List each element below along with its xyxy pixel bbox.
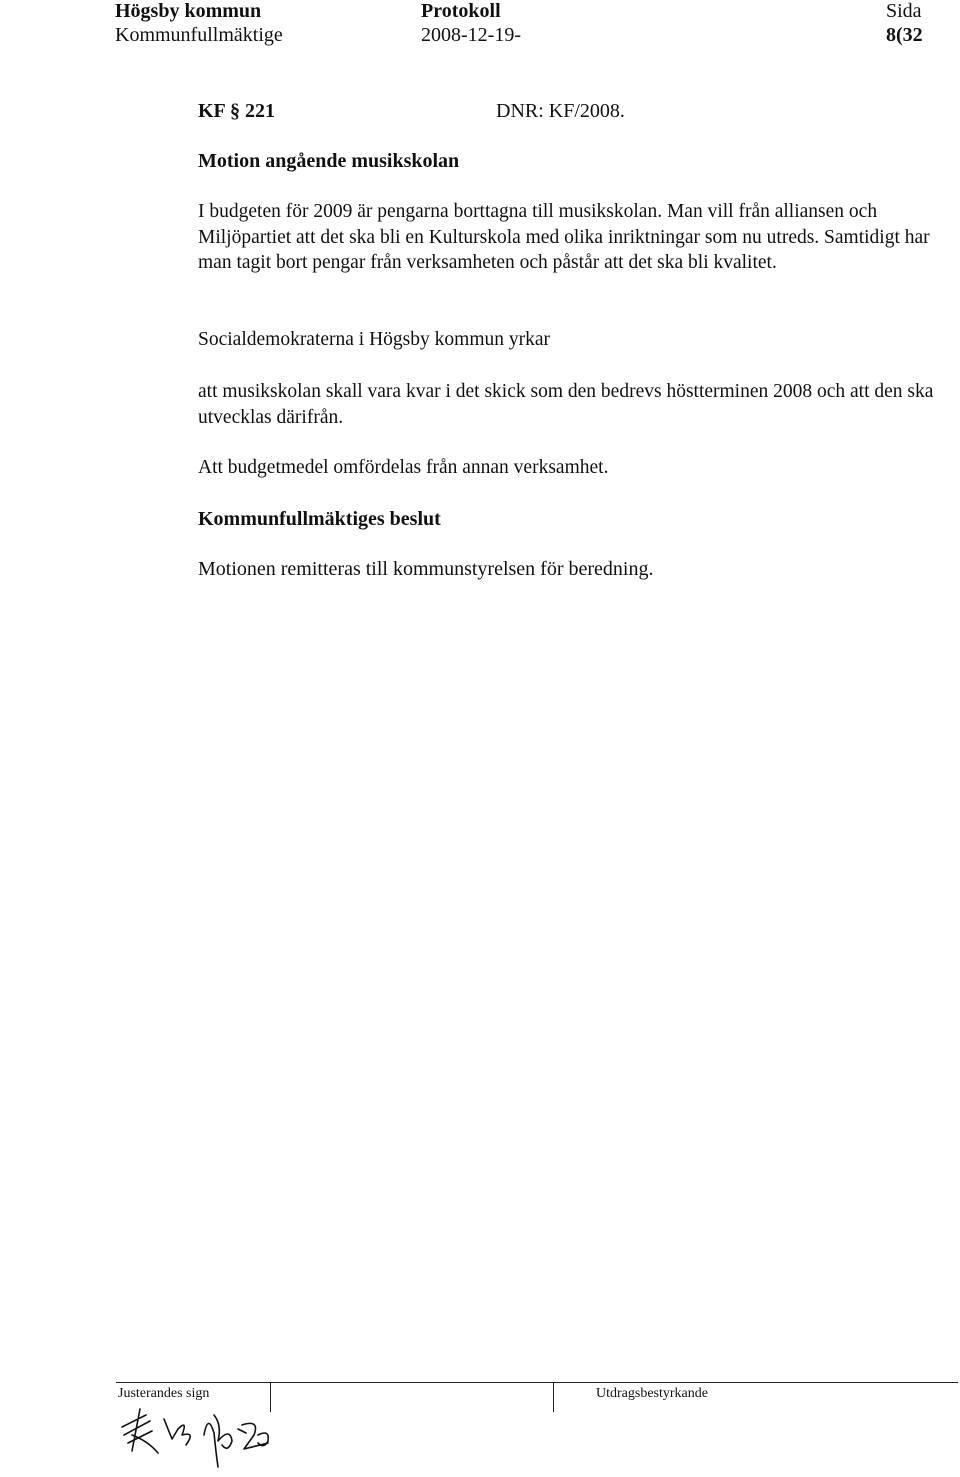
utdragsbestyrkande-label: Utdragsbestyrkande [596, 1386, 708, 1401]
justerandes-sign-label: Justerandes sign [118, 1386, 210, 1401]
decision-heading: Kommunfullmäktiges beslut [198, 508, 441, 530]
meeting-date: 2008-12-19- [421, 24, 521, 46]
signature-initials [118, 1405, 328, 1475]
dnr-number: DNR: KF/2008. [496, 100, 625, 122]
body-paragraph-4: Att budgetmedel omfördelas från annan verksamhet. [198, 457, 609, 478]
body-paragraph-1: I budgeten för 2009 är pengarna borttagna till musikskolan. Man vill från alliansen och Miljöpartiet att det ska bli en Kulturskola med olika inriktningar som nu utreds. Samtidigt har man tagit bort pengar från verksamheten och påstår att det ska bli kvalitet. [198, 201, 930, 273]
paragraph-reference: KF § 221 [198, 100, 276, 122]
decision-text: Motionen remitteras till kommunstyrelsen för beredning. [198, 558, 654, 580]
document-type: Protokoll [421, 0, 501, 22]
motion-title: Motion angående musikskolan [198, 150, 460, 172]
page-label: Sida [886, 0, 922, 22]
page-number: 8(32 [886, 24, 923, 46]
body-paragraph-3: att musikskolan skall vara kvar i det skick som den bedrevs höstterminen 2008 och att den ska utvecklas därifrån. [198, 381, 934, 428]
committee-name: Kommunfullmäktige [115, 24, 283, 46]
footer-separator-2 [553, 1382, 554, 1412]
org-name: Högsby kommun [115, 0, 262, 22]
footer-divider [116, 1382, 958, 1383]
body-paragraph-2: Socialdemokraterna i Högsby kommun yrkar [198, 329, 550, 350]
